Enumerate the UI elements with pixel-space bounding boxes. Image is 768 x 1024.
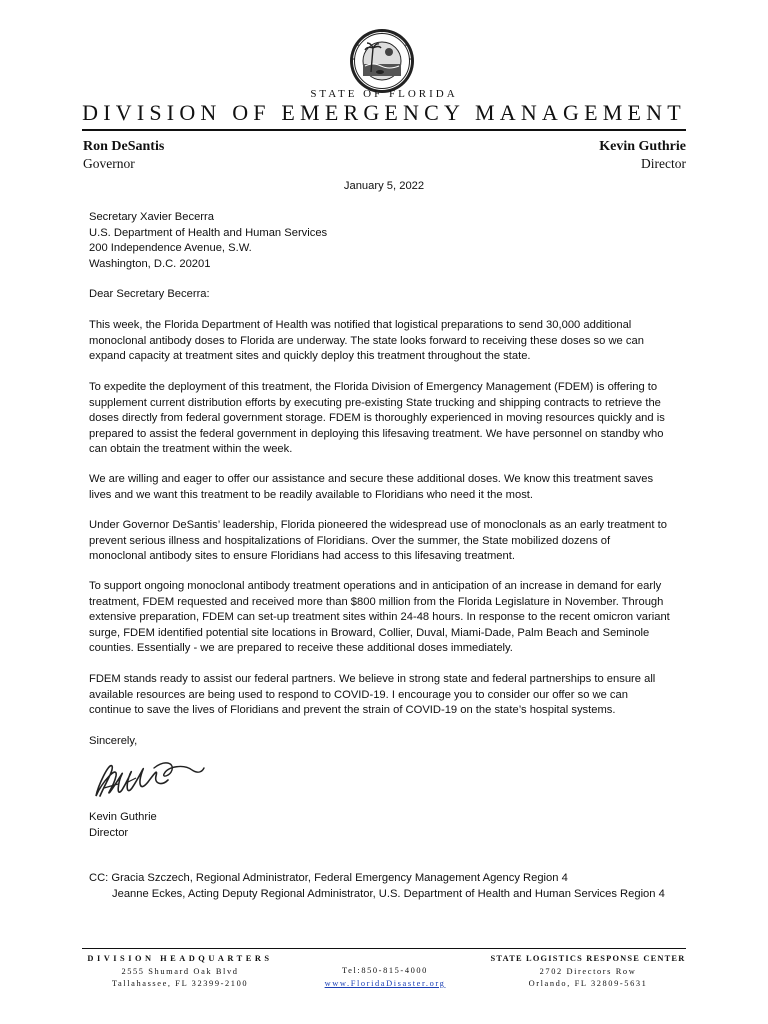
signer-name: Kevin Guthrie (89, 811, 157, 823)
paragraph-line: Under Governor DeSantis’ leadership, Florida pioneered the widespread use of monoclonals as an early treatment to (89, 519, 667, 531)
paragraph-line: expand capacity at treatment sites and quickly deploy this treatment throughout the state. (89, 350, 531, 363)
address-line: Secretary Xavier Becerra (89, 211, 214, 223)
logistics-center (478, 953, 698, 991)
cc-list (89, 871, 665, 902)
address-line: Washington, D.C. 20201 (89, 257, 211, 270)
seal-text (0, 0, 1, 1)
signature-image (92, 752, 210, 810)
paragraph-line: monoclonal antibody sites to ensure Floridians had access to this lifesaving treatment. (89, 550, 515, 563)
paragraph-line: doses directly from federal government storage. FDEM is thoroughly experienced in moving resources quickly and is (89, 412, 665, 425)
paragraph-line: surge, FDEM identified potential site locations in Broward, Collier, Duval, Miami-Dade, Palm Beach and Seminole (89, 626, 650, 639)
paragraph-line: prepared to assist the federal government in deploying this lifesaving treatment. We have personnel on standby who (89, 427, 664, 440)
paragraph-line: treatment, FDEM requested and received more than $800 million from the Florida Legislature in November. Through (89, 595, 664, 608)
state-name: STATE OF FLORIDA (310, 88, 458, 100)
hq-heading: DIVISION HEADQUARTERS (87, 954, 273, 963)
paragraph-line: can obtain the treatment within the week. (89, 443, 293, 456)
recipient-address (89, 210, 327, 272)
hq-city: Tallahassee, FL 32399-2100 (111, 979, 249, 988)
salutation: Dear Secretary Becerra: (89, 288, 210, 300)
paragraph-line: supplement current distribution efforts by executing pre-existing State trucking and shipping contracts to retrieve the (89, 396, 661, 409)
slrc-street: 2702 Directors Row (539, 966, 637, 976)
paragraph-line: prevent serious illness and hospitalizations of Floridians. Over the summer, the State mobilized dozens of (89, 534, 611, 547)
paragraph-line: lives and we want this treatment to be readily available to Floridians who need it the most. (89, 488, 534, 501)
paragraph-line: To support ongoing monoclonal antibody treatment operations and in anticipation of an increase in demand for early (89, 580, 662, 592)
director-name: Kevin Guthrie (599, 139, 686, 154)
hq-street: 2555 Shumard Oak Blvd (121, 966, 239, 976)
paragraph-6 (89, 672, 689, 719)
paragraph-line: counties. Essentially - we are prepared to receive these additional doses immediately. (89, 642, 513, 655)
paragraph-line: monoclonal antibody doses to Florida are underway. The state looks forward to receiving these doses so we can (89, 334, 644, 347)
paragraph-3 (89, 472, 689, 503)
paragraph-line: continue to save the lives of Floridians and prevent the strain of COVID-19 on the state’s hospital systems. (89, 704, 616, 717)
governor-title: Governor (83, 156, 135, 171)
footer-divider (82, 948, 686, 949)
paragraph-line: FDEM stands ready to assist our federal partners. We believe in strong state and federal partnerships to ensure all (89, 673, 656, 685)
letter-date: January 5, 2022 (343, 180, 425, 192)
paragraph-line: available resources are being used to respond to COVID-19. I encourage you to consider our offer so we can (89, 688, 628, 701)
website-link[interactable]: www.FloridaDisaster.org (324, 978, 446, 988)
closing: Sincerely, (89, 735, 138, 747)
paragraph-line: We are willing and eager to offer our assistance and secure these additional doses. We know this treatment saves (89, 473, 654, 485)
paragraph-2 (89, 380, 689, 458)
paragraph-1 (89, 318, 689, 365)
paragraph-line: extensive preparation, FDEM can set-up treatment sites within 24-48 hours. In response to the recent omicron variant (89, 611, 670, 624)
header-divider (82, 129, 686, 131)
contact-info (290, 965, 480, 990)
governor-name: Ron DeSantis (83, 139, 165, 154)
signer-block (89, 810, 157, 841)
telephone: Tel:850-815-4000 (342, 966, 428, 975)
signer-title: Director (89, 826, 129, 839)
director-title: Director (641, 156, 686, 171)
paragraph-5 (89, 579, 689, 657)
cc-line: Jeanne Eckes, Acting Deputy Regional Administrator, U.S. Department of Health and Human Services Region 4 (112, 887, 665, 900)
paragraph-line: This week, the Florida Department of Health was notified that logistical preparations to send 30,000 additional (89, 319, 632, 331)
address-line: U.S. Department of Health and Human Services (89, 226, 328, 239)
address-line: 200 Independence Avenue, S.W. (89, 242, 252, 255)
slrc-heading: STATE LOGISTICS RESPONSE CENTER (490, 954, 686, 963)
agency-title: DIVISION OF EMERGENCY MANAGEMENT (82, 100, 686, 125)
slrc-city: Orlando, FL 32809-5631 (528, 979, 648, 988)
paragraph-4 (89, 518, 689, 565)
cc-line: CC: Gracia Szczech, Regional Administrator, Federal Emergency Management Agency Region 4 (89, 872, 568, 884)
paragraph-line: To expedite the deployment of this treatment, the Florida Division of Emergency Management (FDEM) is offering to (89, 381, 658, 393)
state-seal-icon (349, 28, 415, 94)
division-headquarters (70, 953, 290, 991)
